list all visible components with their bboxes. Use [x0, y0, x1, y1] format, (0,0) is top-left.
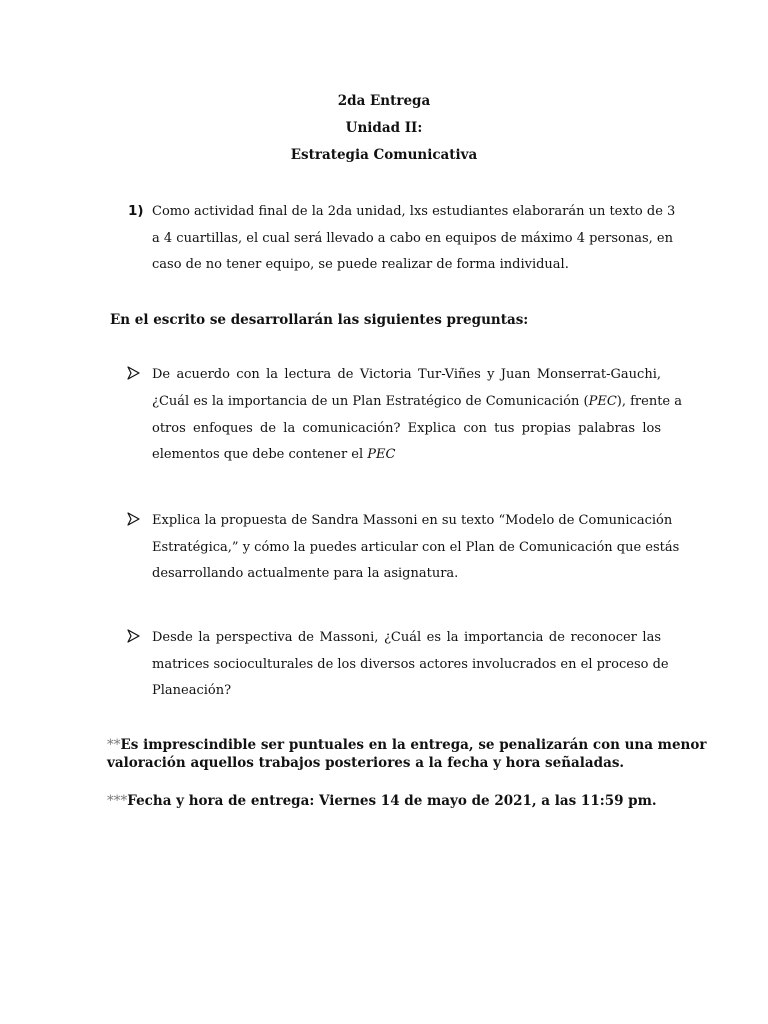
bullet-3-line-3: Planeación?	[152, 683, 232, 698]
due-date: ***Fecha y hora de entrega: Viernes 14 de mayo de 2021, a las 11:59 pm.	[107, 793, 657, 809]
bullet-1-line-1: De acuerdo con la lectura de Victoria Tur-Viñes y Juan Monserrat-Gauchi,	[152, 367, 661, 382]
footnote-stars: ***	[107, 793, 128, 809]
bullet-2-line-1: Explica la propuesta de Sandra Massoni en su texto “Modelo de Comunicación	[152, 513, 673, 528]
bullet-3-line-2: matrices socioculturales de los diversos actores involucrados en el proceso de	[152, 657, 669, 672]
activity-line-2: a 4 cuartillas, el cual será llevado a cabo en equipos de máximo 4 personas, en	[152, 231, 673, 246]
activity-line-1: Como actividad final de la 2da unidad, lxs estudiantes elaborarán un texto de 3	[152, 204, 676, 219]
questions-heading: En el escrito se desarrollarán las siguientes preguntas:	[110, 312, 529, 328]
activity-number: 1)	[128, 203, 144, 219]
bullet-1-line-3: otros enfoques de la comunicación? Explica con tus propias palabras los	[152, 421, 661, 436]
arrow-bullet-icon	[126, 512, 140, 526]
bullet-2-line-2: Estratégica,” y cómo la puedes articular con el Plan de Comunicación que estás	[152, 540, 680, 555]
arrow-bullet-icon	[126, 629, 140, 643]
doc-subtitle-topic: Estrategia Comunicativa	[290, 147, 478, 163]
arrow-bullet-icon	[126, 366, 140, 380]
bullet-2-line-3: desarrollando actualmente para la asignatura.	[152, 566, 459, 581]
doc-subtitle-unit: Unidad II:	[345, 120, 423, 136]
bullet-1-line-4: elementos que debe contener el PEC	[152, 447, 396, 462]
footnote-stars: **	[107, 737, 121, 753]
doc-title: 2da Entrega	[337, 93, 431, 109]
bullet-1-line-2: ¿Cuál es la importancia de un Plan Estratégico de Comunicación (PEC), frente a	[152, 394, 683, 409]
activity-line-3: caso de no tener equipo, se puede realizar de forma individual.	[152, 257, 569, 272]
deadline-warning-line-2: valoración aquellos trabajos posteriores a la fecha y hora señaladas.	[107, 755, 625, 771]
deadline-warning-line-1: **Es imprescindible ser puntuales en la entrega, se penalizarán con una menor	[107, 737, 707, 753]
bullet-3-line-1: Desde la perspectiva de Massoni, ¿Cuál es la importancia de reconocer las	[152, 630, 661, 645]
